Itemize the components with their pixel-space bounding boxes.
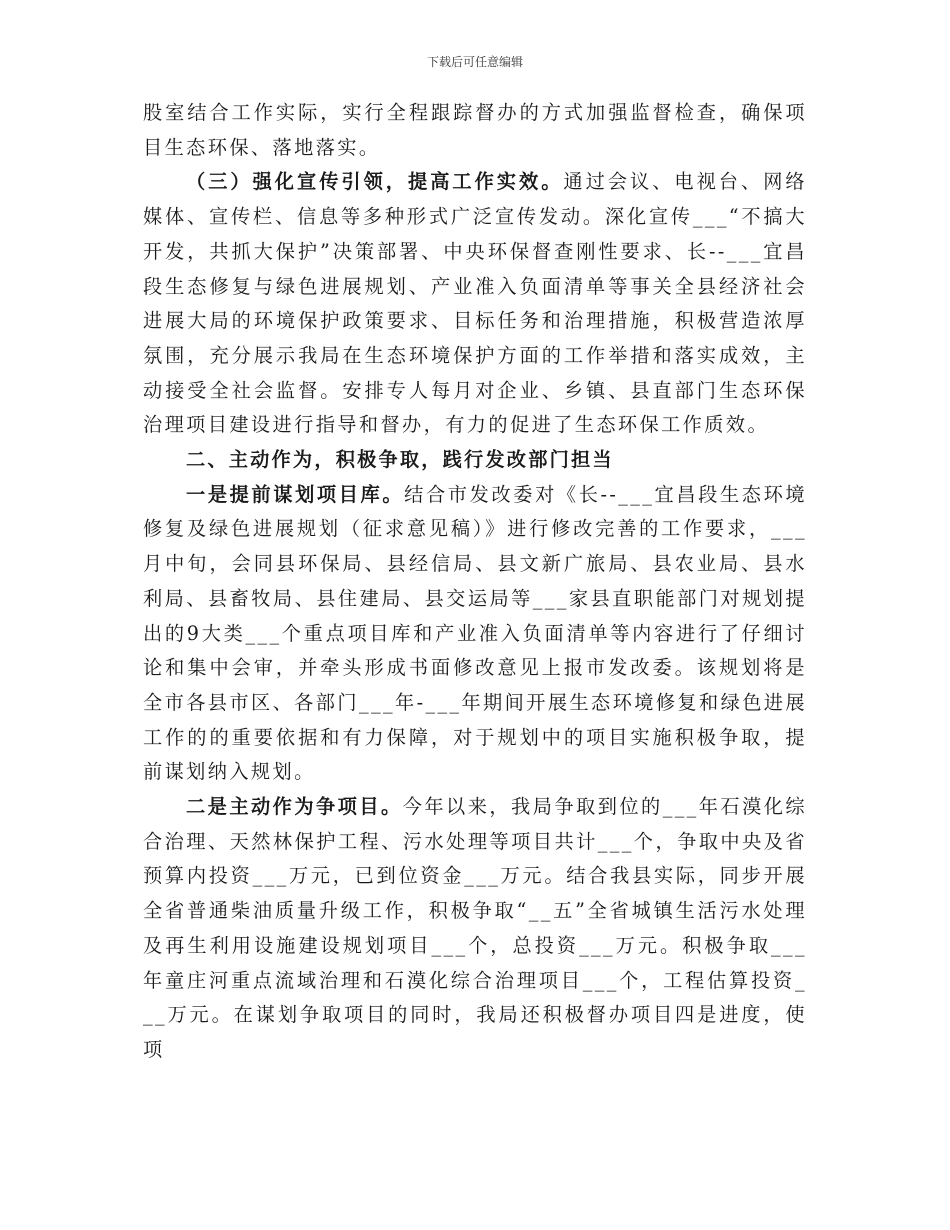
document-body [143, 96, 807, 1068]
paragraph-publicity [143, 165, 807, 443]
paragraph-lead: （三）强化宣传引领，提高工作实效。 [186, 170, 564, 194]
paragraph-lead: 一是提前谋划项目库。 [186, 482, 405, 506]
page-header: 下载后可任意编辑 [426, 55, 523, 69]
paragraph-projects [143, 790, 807, 1068]
section-heading [143, 443, 807, 478]
paragraph-text: 通过会议、电视台、网络媒体、宣传栏、信息等多种形式广泛宣传发动。深化宣传___“不搞大开发，共抓大保护”决策部署、中央环保督查刚性要求、长--___宜昌段生态修复与绿色进展规划、产业准入负面清单等事关全县经济社会进展大局的环境保护政策要求、目标任务和治理措施，积极营造浓厚氛围，充分展示我局在生态环境保护方面的工作举措和落实成效，主动接受全社会监督。安排专人每月对企业、乡镇、县直部门生态环保治理项目建设进行指导和督办，有力的促进了生态环保工作质效。 [143, 170, 807, 437]
paragraph-project-library [143, 478, 807, 790]
paragraph-text: 今年以来，我局争取到位的___年石漠化综合治理、天然林保护工程、污水处理等项目共计___个，争取中央及省预算内投资___万元，已到位资金___万元。结合我县实际，同步开展全省普通柴油质量升级工作，积极争取“__五”全省城镇生活污水处理及再生利用设施建设规划项目___个，总投资___万元。积极争取___年童庄河重点流域治理和石漠化综合治理项目___个，工程估算投资___万元。在谋划争取项目的同时，我局还积极督办项目四是进度，使项 [143, 795, 808, 1061]
section-heading-text: 二、主动作为，积极争取，践行发改部门担当 [186, 448, 614, 472]
paragraph-lead: 二是主动作为争项目。 [186, 795, 403, 819]
paragraph-continuation [143, 96, 807, 165]
paragraph-text: 结合市发改委对《长--___宜昌段生态环境修复及绿色进展规划（征求意见稿）》进行修改完善的工作要求，___月中旬，会同县环保局、县经信局、县文新广旅局、县农业局、县水利局、县畜牧局、县住建局、县交运局等___家县直职能部门对规划提出的9大类___个重点项目库和产业准入负面清单等内容进行了仔细讨论和集中会审，并牵头形成书面修改意见上报市发改委。该规划将是全市各县市区、各部门___年-___年期间开展生态环境修复和绿色进展工作的的重要依据和有力保障，对于规划中的项目实施积极争取，提前谋划纳入规划。 [143, 482, 807, 784]
paragraph-text: 股室结合工作实际，实行全程跟踪督办的方式加强监督检查，确保项目生态环保、落地落实。 [143, 101, 807, 159]
